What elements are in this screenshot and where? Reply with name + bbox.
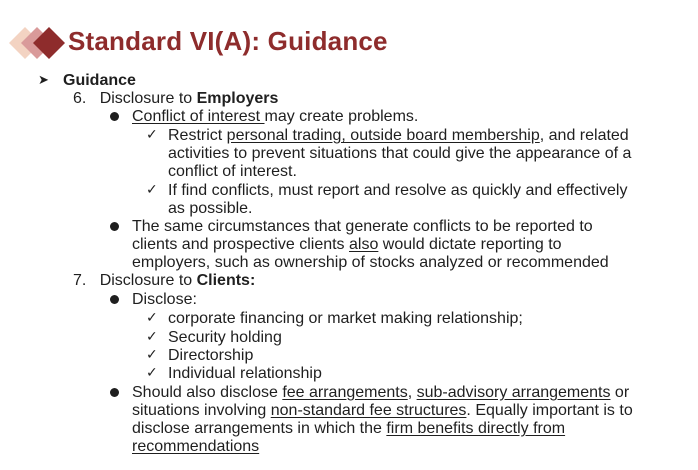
arrow-bullet-icon: ➤ — [38, 72, 49, 87]
underlined-term: sub-advisory arrangements — [416, 384, 611, 401]
bullet-text-rest: may create problems. — [264, 108, 419, 125]
check-text-part: as possible. — [168, 200, 253, 217]
check-text-cont — [168, 200, 253, 218]
item-number: 7. — [73, 272, 87, 289]
item-bold: Employers — [196, 90, 279, 107]
bullet-icon — [110, 388, 119, 397]
underlined-term: firm benefits directly from — [386, 420, 566, 437]
bullet-text-part: situations involving — [132, 402, 271, 419]
bullet-text-part: Disclose: — [132, 291, 197, 308]
check-icon: ✓ — [146, 309, 158, 325]
bullet-text-part: clients and prospective clients — [132, 236, 349, 253]
bullet-text-part: Should also disclose — [132, 384, 283, 401]
check-text-part: corporate financing or market making relationship; — [168, 310, 523, 327]
check-text-part: activities to prevent situations that could give the appearance of a — [168, 145, 632, 162]
check-text-part: Restrict — [168, 127, 227, 144]
check-icon: ✓ — [146, 346, 158, 362]
check-text — [168, 127, 629, 145]
check-text-part: conflict of interest. — [168, 163, 297, 180]
bullet-text-part: or — [610, 384, 630, 401]
underlined-term: fee arrangements — [282, 384, 408, 401]
bullet-text-cont — [132, 438, 259, 456]
section-heading: Guidance — [63, 72, 136, 89]
bullet-text-part: The same circumstances that generate conflicts to be reported to — [132, 218, 593, 235]
check-text-cont — [168, 163, 297, 181]
bullet-text — [132, 218, 593, 236]
bullet-icon — [110, 295, 119, 304]
bullet-text-cont — [132, 420, 565, 438]
check-text-cont — [168, 145, 631, 163]
bullet-text — [132, 384, 629, 402]
bullet-icon — [110, 222, 119, 231]
check-icon: ✓ — [146, 364, 158, 380]
bullet-icon — [110, 112, 119, 121]
check-text-part: , and related — [539, 127, 629, 144]
underlined-term: Conflict of interest — [132, 108, 265, 125]
bullet-text-part: , — [407, 384, 417, 401]
check-text — [168, 365, 322, 383]
item-text: Disclosure to — [99, 272, 197, 289]
item-text: Disclosure to — [99, 90, 197, 107]
bullet-text-cont — [132, 236, 562, 254]
check-text — [168, 182, 627, 200]
check-icon: ✓ — [146, 126, 158, 142]
bullet-text-part: . Equally important is to — [466, 402, 633, 419]
bullet-text-part: employers, such as ownership of stocks analyzed or recommended — [132, 254, 609, 271]
underlined-term: non-standard fee structures — [270, 402, 467, 419]
bullet-text-part: would dictate reporting to — [378, 236, 562, 253]
bullet-text-cont — [132, 254, 609, 272]
page-title: Standard VI(A): Guidance — [68, 26, 388, 56]
item-bold: Clients: — [196, 272, 256, 289]
bullet-text — [132, 291, 197, 309]
list-item-6 — [73, 90, 278, 108]
check-text — [168, 347, 253, 365]
check-icon: ✓ — [146, 328, 158, 344]
underlined-term: recommendations — [132, 438, 260, 455]
check-text — [168, 310, 523, 328]
list-item-7 — [73, 272, 255, 290]
diamond-logo-icon — [9, 25, 65, 61]
item-number: 6. — [73, 90, 87, 107]
bullet-text — [132, 108, 418, 126]
underlined-term: personal trading, outside board membership — [226, 127, 540, 144]
underlined-term: also — [349, 236, 379, 253]
check-text-part: Directorship — [168, 347, 254, 364]
check-icon: ✓ — [146, 181, 158, 197]
check-text-part: If find conflicts, must report and resolve as quickly and effectively — [168, 182, 628, 199]
bullet-text-cont — [132, 402, 633, 420]
check-text-part: Individual relationship — [168, 365, 322, 382]
bullet-text-part: disclose arrangements in which the — [132, 420, 387, 437]
check-text-part: Security holding — [168, 329, 282, 346]
check-text — [168, 329, 282, 347]
